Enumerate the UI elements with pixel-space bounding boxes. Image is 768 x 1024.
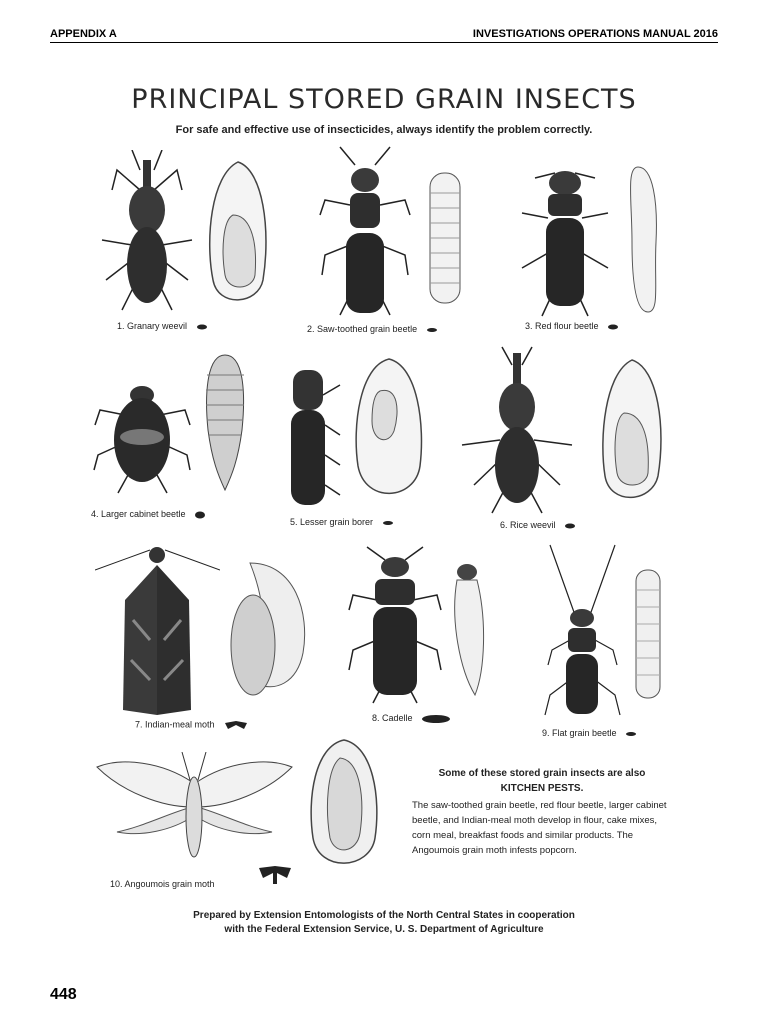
caption-cadelle	[372, 713, 451, 724]
credits	[0, 909, 768, 937]
granary-weevil-illustration	[92, 150, 202, 315]
actual-size-insect-icon	[564, 523, 576, 529]
actual-size-insect-icon	[426, 327, 438, 333]
angoumois-grain-moth-illustration	[92, 752, 297, 867]
caption-flat-grain-beetle	[542, 728, 637, 738]
red-flour-beetle-larva-illustration	[618, 162, 670, 317]
actual-size-insect-icon	[607, 324, 619, 330]
actual-size-insect-icon	[421, 714, 451, 724]
credits-line-2: with the Federal Extension Service, U. S. Department of Agriculture	[224, 924, 544, 935]
caption-text: 3. Red flour beetle	[525, 321, 599, 331]
larger-cabinet-beetle-illustration	[90, 375, 195, 495]
caption-text: 9. Flat grain beetle	[542, 728, 617, 738]
indian-meal-moth-larva-illustration	[225, 553, 315, 698]
actual-size-moth-icon	[223, 719, 249, 731]
running-header	[50, 28, 718, 43]
actual-size-moth-icon	[255, 862, 295, 886]
flat-grain-beetle-larva-illustration	[628, 565, 668, 700]
caption-text: 6. Rice weevil	[500, 520, 556, 530]
caption-granary-weevil	[117, 321, 208, 331]
page-number: 448	[50, 986, 77, 1003]
page-subtitle: For safe and effective use of insecticides, always identify the problem correctly.	[175, 124, 593, 136]
page-title: PRINCIPAL STORED GRAIN INSECTS	[131, 84, 637, 115]
saw-toothed-grain-beetle-larva-illustration	[420, 168, 470, 308]
caption-saw-toothed-grain-beetle	[307, 324, 438, 334]
rice-weevil-illustration	[452, 345, 582, 515]
cadelle-illustration	[345, 545, 445, 705]
caption-red-flour-beetle	[525, 321, 619, 331]
angoumois-grain-moth-kernel-illustration	[305, 738, 383, 878]
saw-toothed-grain-beetle-illustration	[310, 145, 420, 320]
kitchen-pests-body: The saw-toothed grain beetle, red flour beetle, larger cabinet beetle, and Indian-meal moth develop in flour, cake mixes, corn meal, breakfast foods and similar products. The Angoumois grain moth infests popcorn.	[412, 800, 667, 856]
caption-indian-meal-moth	[135, 719, 249, 731]
actual-size-insect-icon	[194, 511, 206, 519]
actual-size-insect-icon	[382, 520, 394, 526]
caption-angoumois-grain-moth	[110, 879, 215, 889]
caption-text: 7. Indian-meal moth	[135, 719, 215, 730]
actual-size-insect-icon	[196, 324, 208, 330]
header-left: APPENDIX A	[50, 28, 117, 40]
caption-text: 2. Saw-toothed grain beetle	[307, 324, 418, 334]
rice-weevil-kernel-illustration	[596, 358, 668, 508]
caption-text: 4. Larger cabinet beetle	[91, 509, 186, 519]
lesser-grain-borer-illustration	[285, 365, 345, 510]
lesser-grain-borer-kernel-illustration	[350, 356, 428, 508]
credits-line-1: Prepared by Extension Entomologists of the North Central States in cooperation	[193, 910, 575, 921]
indian-meal-moth-illustration	[95, 540, 220, 715]
kitchen-pests-subtitle: KITCHEN PESTS.	[500, 783, 584, 794]
kitchen-pests-title: Some of these stored grain insects are also	[438, 768, 646, 779]
larger-cabinet-beetle-larva-illustration	[198, 350, 253, 495]
caption-larger-cabinet-beetle	[91, 509, 206, 519]
red-flour-beetle-illustration	[510, 158, 620, 318]
caption-rice-weevil	[500, 520, 576, 530]
caption-text: 5. Lesser grain borer	[290, 517, 374, 527]
grain-kernel-with-larva-illustration	[203, 160, 273, 310]
caption-text: 1. Granary weevil	[117, 321, 188, 331]
caption-text: 10. Angoumois grain moth	[110, 879, 215, 889]
header-right: INVESTIGATIONS OPERATIONS MANUAL 2016	[472, 28, 718, 40]
caption-lesser-grain-borer	[290, 517, 394, 527]
actual-size-insect-icon	[625, 731, 637, 737]
flat-grain-beetle-illustration	[540, 540, 625, 720]
cadelle-larva-illustration	[445, 560, 495, 700]
caption-text: 8. Cadelle	[372, 713, 413, 723]
kitchen-pests-note	[412, 766, 672, 858]
